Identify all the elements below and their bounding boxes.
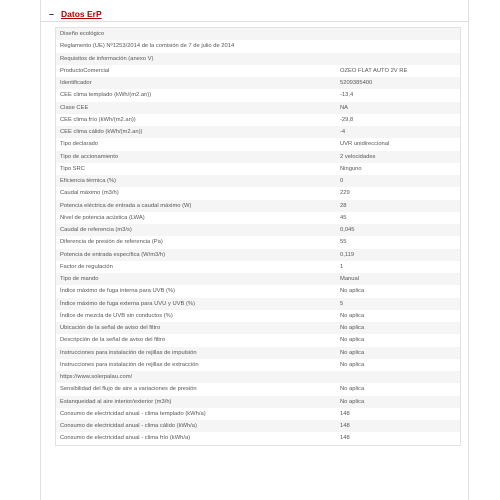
header-divider	[41, 21, 468, 22]
row-value: OZEO FLAT AUTO 2V RE	[340, 67, 408, 74]
table-row	[56, 126, 460, 138]
row-label: CEE clima cálido (kWh/(m2.an))	[60, 129, 143, 135]
row-label: https://www.solerpalau.com/	[60, 374, 133, 380]
row-value: Ninguno	[340, 165, 362, 172]
row-label: Diseño ecológico	[60, 31, 105, 37]
table-row	[56, 28, 460, 40]
row-label: Ubicación de la señal de aviso del filtro	[60, 325, 161, 331]
table-row	[56, 249, 460, 261]
table-row	[56, 187, 460, 199]
row-value: 0,119	[340, 251, 355, 258]
table-row	[56, 347, 460, 359]
row-value: -29,8	[340, 116, 354, 123]
row-value: 229	[340, 190, 350, 197]
table-row	[56, 40, 460, 52]
row-label: CEE clima templado (kWh/(m2.an))	[60, 92, 152, 99]
table-row	[56, 89, 460, 101]
row-label: Tipo de accionamiento	[60, 153, 119, 160]
row-label: Descripción de la señal de aviso del filtro	[60, 337, 166, 344]
table-row	[56, 273, 460, 285]
row-value: 5	[340, 300, 344, 307]
row-label: Índice de mezcla de UVB sin conductos (%)	[60, 312, 173, 319]
table-row	[56, 102, 460, 114]
table-row	[56, 396, 460, 408]
row-label: Clase CEE	[60, 104, 89, 111]
row-label: Consumo de electricidad anual - clima frío (kWh/a)	[60, 435, 191, 442]
row-value: No aplica	[340, 361, 365, 368]
row-label: Instrucciones para instalación de rejillas de extracción	[60, 361, 199, 368]
row-label: CEE clima frío (kWh/(m2.an))	[60, 116, 136, 123]
row-label: Diferencia de presión de referencia (Pa)	[60, 239, 163, 246]
row-value: 2 velocidades	[340, 153, 376, 160]
table-row	[56, 138, 460, 150]
row-value: 0,045	[340, 227, 355, 233]
row-value: 28	[340, 202, 347, 209]
row-label: Caudal de referencia (m3/s)	[60, 227, 132, 233]
row-label: Requisitos de información (anexo V)	[60, 55, 154, 62]
table-row	[56, 200, 460, 212]
table-row	[56, 420, 460, 432]
row-value: No aplica	[340, 349, 365, 356]
table-row	[56, 175, 460, 187]
row-label: Instrucciones para instalación de rejillas de impulsión	[60, 349, 197, 356]
row-value: No aplica	[340, 288, 365, 295]
row-label: Índice máximo de fuga interna para UVB (%)	[60, 288, 176, 295]
section-header[interactable]	[41, 8, 468, 22]
row-value: Manual	[340, 276, 360, 282]
row-label: Eficiencia térmica (%)	[60, 178, 117, 184]
row-label: Consumo de electricidad anual - clima cálido (kWh/a)	[60, 423, 197, 429]
table-row	[56, 212, 460, 224]
table-row	[56, 298, 460, 310]
row-label: Reglamento (UE) Nº1253/2014 de la comisión de 7 de julio de 2014	[60, 43, 235, 50]
table-row	[56, 77, 460, 89]
table-row	[56, 261, 460, 273]
row-value: 148	[340, 410, 350, 417]
row-label: Sensibilidad del flujo de aire a variaciones de presión	[60, 386, 197, 393]
row-value: 5209385400	[340, 80, 373, 86]
table-row	[56, 236, 460, 248]
row-label: Índice máximo de fuga externa para UVU y UVB (%)	[60, 300, 195, 307]
section-title[interactable]: Datos ErP	[61, 9, 102, 19]
table-row	[56, 371, 460, 383]
row-value: 45	[340, 214, 347, 221]
row-value: 55	[340, 239, 347, 246]
table-row	[56, 322, 460, 334]
row-value: NA	[340, 104, 349, 111]
table-row	[56, 65, 460, 77]
row-value: 148	[340, 423, 350, 429]
row-value: No aplica	[340, 325, 365, 331]
table-row	[56, 224, 460, 236]
row-value: -13,4	[340, 92, 354, 99]
table-row	[56, 383, 460, 395]
table-row	[56, 432, 460, 444]
row-label: Potencia eléctrica de entrada a caudal máximo (W)	[60, 202, 192, 209]
table-row	[56, 163, 460, 175]
row-value: UVR unidireccional	[340, 141, 390, 148]
row-label: Caudal máximo (m3/h)	[60, 190, 119, 197]
table-row	[56, 285, 460, 297]
erp-data-table	[55, 27, 461, 446]
table-row	[56, 310, 460, 322]
table-row	[56, 151, 460, 163]
table-row	[56, 53, 460, 65]
row-value: -4	[340, 129, 346, 135]
row-label: Potencia de entrada específica (W/m3/h)	[60, 251, 166, 258]
row-label: ProductoComercial	[60, 67, 110, 74]
row-label: Tipo de mando	[60, 276, 99, 282]
row-label: Consumo de electricidad anual - clima templado (kWh/a)	[60, 410, 206, 417]
row-value: 148	[340, 435, 350, 442]
table-row	[56, 114, 460, 126]
row-label: Factor de regulación	[60, 263, 113, 270]
row-value: No aplica	[340, 312, 365, 319]
row-label: Tipo declarado	[60, 141, 99, 148]
row-value: No aplica	[340, 337, 365, 344]
row-value: No aplica	[340, 386, 365, 393]
table-row	[56, 408, 460, 420]
collapse-icon[interactable]: –	[49, 9, 55, 19]
table-row	[56, 359, 460, 371]
table-row	[56, 334, 460, 346]
erp-data-panel	[40, 0, 469, 500]
row-label: Identificador	[60, 80, 92, 86]
row-label: Tipo SRC	[60, 165, 85, 172]
row-value: 0	[340, 178, 344, 184]
row-value: No aplica	[340, 398, 365, 405]
row-label: Nivel de potencia acústica (LWA)	[60, 214, 145, 221]
row-label: Estanqueidad al aire interior/exterior (m3/h)	[60, 398, 172, 405]
row-value: 1	[340, 263, 344, 270]
